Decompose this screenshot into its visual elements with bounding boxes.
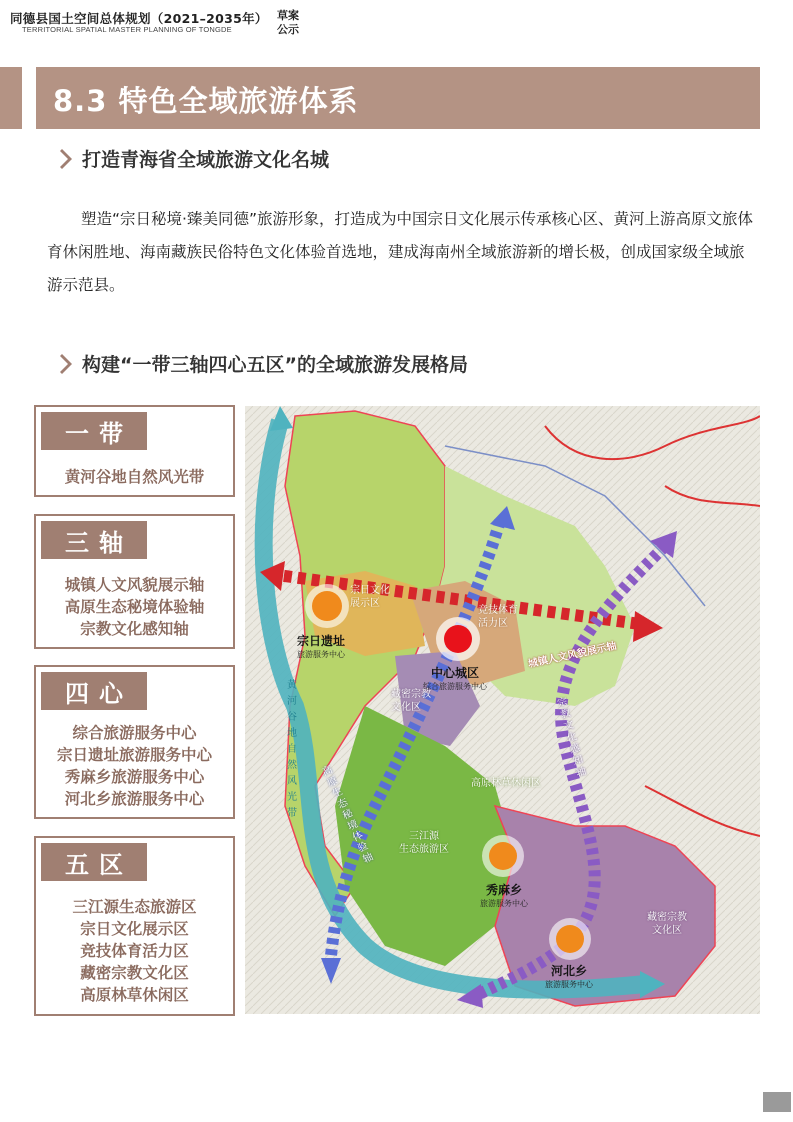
legend-axes-head: 三轴 [41,521,147,559]
legend-zones-items [36,896,233,1006]
chevron-right-icon [60,353,74,375]
zone-gaoyuan-label: 高原林草休闲区 [471,778,541,789]
eco-axis-label: 高原生态秘境体验轴 [320,764,376,866]
center-zongri-name: 宗日遗址 [297,634,346,648]
legend-axes-item: 宗教文化感知轴 [80,620,189,638]
legend-axes-items [36,574,233,640]
draft-tag: 草案公示 [277,9,299,36]
legend-centers-item: 综合旅游服务中心 [72,724,197,742]
zone-zongri-label: 宗日文化 展示区 [350,585,390,609]
religion-axis-label: 宗教文化感知轴 [556,696,588,780]
legend-belt-head: 一带 [41,412,147,450]
zone-jingji-label: 竞技体育 活力区 [478,605,518,629]
subheading-1 [60,145,329,172]
intro-paragraph [47,203,753,302]
center-main-marker [436,617,480,661]
center-xiuma-name: 秀麻乡 [485,883,522,897]
legend-centers-head: 四心 [41,672,147,710]
zone-zangmi-north-label: 藏密宗教 文化区 [391,689,431,713]
center-main-sub: 综合旅游服务中心 [423,682,487,691]
center-main-label [423,664,487,692]
legend-axes-item: 城镇人文风貌展示轴 [64,576,205,594]
section-title-bar [36,67,760,129]
legend-centers-box [34,665,235,819]
legend-centers-item: 宗日遗址旅游服务中心 [56,746,212,764]
center-xiuma-label [480,881,528,909]
center-zongri-sub: 旅游服务中心 [297,650,345,659]
header-title: 同德县国土空间总体规划（2021–2035年） [10,11,268,26]
chevron-right-icon [60,148,74,170]
section-side-bar [0,67,22,129]
subheading-2-text: 构建“一带三轴四心五区”的全域旅游发展格局 [82,354,468,376]
legend-centers-items [36,722,233,810]
center-zongri-marker [305,584,349,628]
town-axis-label: 城镇人文风貌展示轴 [527,640,618,671]
legend-centers-item: 河北乡旅游服务中心 [64,790,205,808]
center-hebei-sub: 旅游服务中心 [545,980,593,989]
center-xiuma-marker [482,835,524,877]
legend-zones-item: 高原林草休闲区 [80,986,189,1004]
legend-zones-item: 三江源生态旅游区 [72,898,197,916]
legend-axes-item: 高原生态秘境体验轴 [64,598,205,616]
page-corner-block [763,1092,791,1112]
legend-belt-box [34,405,235,497]
center-hebei-marker [549,918,591,960]
legend-zones-box [34,836,235,1016]
center-hebei-label [545,962,593,990]
subheading-1-text: 打造青海省全域旅游文化名城 [82,149,330,171]
tourism-structure-map [245,406,760,1014]
zone-sanjiang-label: 三江源 生态旅游区 [399,831,449,855]
intro-paragraph-text: 塑造“宗日秘境·臻美同德”旅游形象，打造成为中国宗日文化展示传承核心区、黄河上游高原文旅体育休闲胜地、海南藏族民俗特色文化体验首选地，建成海南州全域旅游新的增长极，创成国家级全域旅游示范县。 [47,210,753,294]
legend-belt-item: 黄河谷地自然风光带 [64,468,205,486]
header-subtitle: TERRITORIAL SPATIAL MASTER PLANNING OF TONGDE [22,25,232,34]
legend-belt-items [36,466,233,488]
legend-axes-box [34,514,235,649]
subheading-2 [60,350,468,377]
legend-zones-item: 竞技体育活力区 [80,942,189,960]
center-main-name: 中心城区 [430,666,479,680]
legend-zones-item: 藏密宗教文化区 [80,964,189,982]
legend-zones-head: 五区 [41,843,147,881]
center-xiuma-sub: 旅游服务中心 [480,899,528,908]
center-hebei-name: 河北乡 [550,964,587,978]
center-zongri-label [297,632,345,660]
zone-zangmi-south-label: 藏密宗教 文化区 [647,912,687,936]
legend-centers-item: 秀麻乡旅游服务中心 [64,768,205,786]
belt-label: 黄河谷地自然风光带 [287,680,297,819]
legend-zones-item: 宗日文化展示区 [80,920,189,938]
section-title: 8.3 特色全域旅游体系 [53,84,359,118]
